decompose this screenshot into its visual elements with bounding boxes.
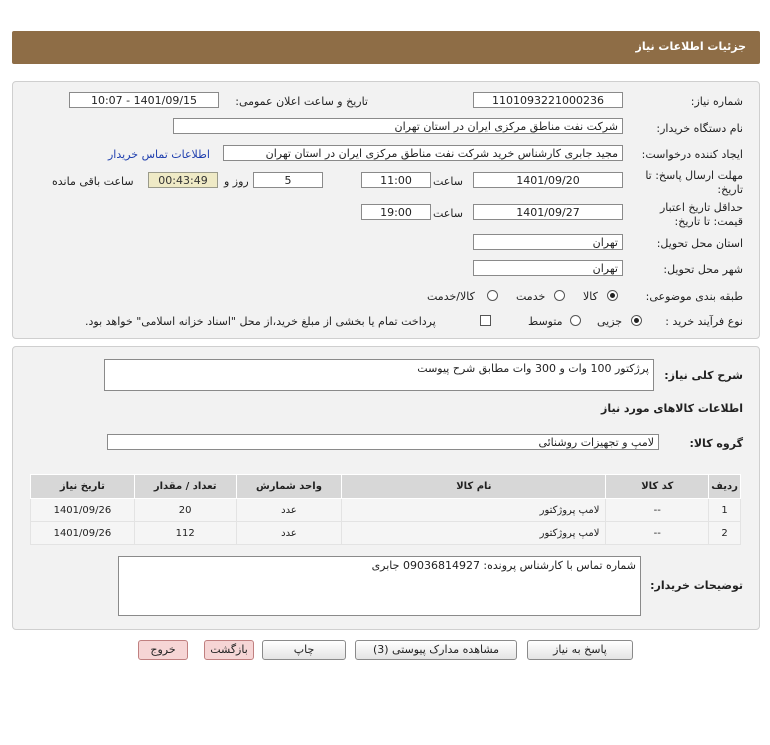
cell-qty: 112 — [134, 522, 236, 545]
announce-field: 1401/09/15 - 10:07 — [69, 92, 219, 108]
buyer-org-field: شرکت نفت مناطق مرکزی ایران در استان تهران — [173, 118, 623, 134]
process-option-minor: جزیی — [597, 315, 623, 328]
need-number-label: شماره نیاز: — [690, 95, 743, 108]
city-label: شهر محل تحویل: — [663, 263, 743, 276]
buyer-contact-link[interactable]: اطلاعات تماس خریدار — [108, 148, 210, 161]
days-field: 5 — [253, 172, 323, 188]
cell-qty: 20 — [134, 499, 236, 522]
remaining-label: ساعت باقی مانده — [52, 175, 134, 188]
remaining-time-field: 00:43:49 — [148, 172, 218, 188]
cell-code: -- — [606, 499, 709, 522]
view-attachments-button[interactable]: مشاهده مدارک پیوستی (3) — [355, 640, 517, 660]
treasury-text: پرداخت تمام یا بخشی از مبلغ خرید،از محل "اسناد خزانه اسلامی" خواهد بود. — [85, 315, 436, 328]
category-option-goods-service: کالا/خدمت — [427, 290, 475, 303]
col-date-header: تاریخ نیاز — [31, 475, 135, 499]
process-radio-medium[interactable] — [570, 315, 581, 326]
deadline-label-2: تاریخ: — [717, 183, 743, 196]
goods-group-field: لامپ و تجهیزات روشنائی — [107, 434, 659, 450]
goods-info-title: اطلاعات کالاهای مورد نیاز — [601, 402, 743, 415]
col-row-header: ردیف — [709, 475, 741, 499]
buyer-notes-field: شماره تماس با کارشناس پرونده: 09036814927 جابری — [118, 556, 641, 616]
cell-unit: عدد — [236, 522, 342, 545]
back-button[interactable]: بازگشت — [204, 640, 254, 660]
announce-label: تاریخ و ساعت اعلان عمومی: — [235, 95, 368, 108]
validity-date-field: 1401/09/27 — [473, 204, 623, 220]
items-table — [30, 474, 741, 545]
cell-name: لامپ پروژکتور — [342, 522, 606, 545]
province-label: استان محل تحویل: — [656, 237, 743, 250]
validity-label: حداقل تاریخ اعتبار — [659, 201, 743, 214]
buyer-org-label: نام دستگاه خریدار: — [656, 122, 743, 135]
process-radio-minor[interactable] — [631, 315, 642, 326]
table-row — [31, 522, 741, 545]
category-radio-goods[interactable] — [607, 290, 618, 301]
table-row — [31, 499, 741, 522]
city-field: تهران — [473, 260, 623, 276]
validity-time-label: ساعت — [433, 207, 463, 220]
deadline-label: مهلت ارسال پاسخ: تا — [645, 169, 743, 182]
goods-group-label: گروه کالا: — [689, 437, 743, 450]
buyer-notes-label: توضیحات خریدار: — [650, 579, 743, 592]
cell-row: 2 — [709, 522, 741, 545]
treasury-checkbox[interactable] — [480, 315, 491, 326]
print-button[interactable]: چاپ — [262, 640, 346, 660]
province-field: تهران — [473, 234, 623, 250]
days-label: روز و — [224, 175, 249, 188]
category-option-goods: کالا — [583, 290, 598, 303]
col-unit-header: واحد شمارش — [236, 475, 342, 499]
cell-name: لامپ پروژکتور — [342, 499, 606, 522]
category-label: طبقه بندی موضوعی: — [645, 290, 743, 303]
creator-field: مجید جابری کارشناس خرید شرکت نفت مناطق مرکزی ایران در استان تهران — [223, 145, 623, 161]
need-number-field: 1101093221000236 — [473, 92, 623, 108]
reply-button[interactable]: پاسخ به نیاز — [527, 640, 633, 660]
deadline-time-field: 11:00 — [361, 172, 431, 188]
summary-label: شرح کلی نیاز: — [664, 369, 743, 382]
exit-button[interactable]: خروج — [138, 640, 188, 660]
page-header — [12, 31, 760, 64]
cell-unit: عدد — [236, 499, 342, 522]
deadline-time-label: ساعت — [433, 175, 463, 188]
validity-label-2: قیمت: تا تاریخ: — [674, 215, 743, 228]
creator-label: ایجاد کننده درخواست: — [641, 148, 743, 161]
validity-time-field: 19:00 — [361, 204, 431, 220]
cell-code: -- — [606, 522, 709, 545]
cell-row: 1 — [709, 499, 741, 522]
page-title: جزئیات اطلاعات نیاز — [635, 40, 746, 53]
col-name-header: نام کالا — [342, 475, 606, 499]
category-radio-service[interactable] — [554, 290, 565, 301]
cell-date: 1401/09/26 — [31, 499, 135, 522]
summary-field: پرژکتور 100 وات و 300 وات مطابق شرح پیوست — [104, 359, 654, 391]
category-option-service: خدمت — [516, 290, 546, 303]
category-radio-goods-service[interactable] — [487, 290, 498, 301]
process-option-medium: متوسط — [528, 315, 563, 328]
process-label: نوع فرآیند خرید : — [665, 315, 743, 328]
col-qty-header: تعداد / مقدار — [134, 475, 236, 499]
table-header-row — [31, 475, 741, 499]
col-code-header: کد کالا — [606, 475, 709, 499]
cell-date: 1401/09/26 — [31, 522, 135, 545]
deadline-date-field: 1401/09/20 — [473, 172, 623, 188]
